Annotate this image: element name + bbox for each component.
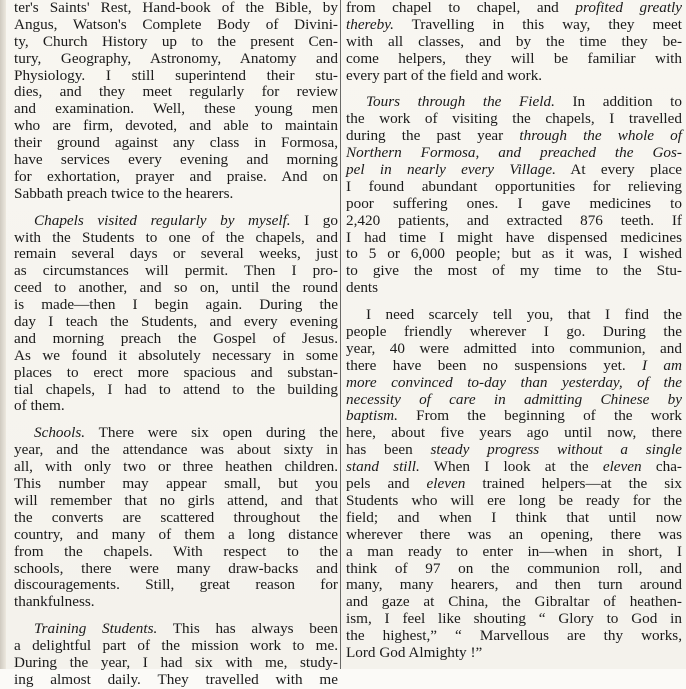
line-text: all, with only two or three heathen children. bbox=[14, 458, 338, 476]
line-text: has been bbox=[346, 441, 431, 459]
line-text: people friendly wherever I go. During the bbox=[346, 323, 682, 341]
text-line bbox=[346, 628, 682, 645]
text-line bbox=[14, 246, 338, 263]
line-text: Travelling in this way, they meet bbox=[393, 15, 682, 33]
line-text: their ground against any class in Formosa, bbox=[14, 134, 338, 152]
text-line bbox=[14, 34, 338, 51]
line-text: Physiology. I still superintend their stu- bbox=[14, 66, 338, 84]
text-line bbox=[14, 672, 338, 689]
text-line bbox=[346, 196, 682, 213]
text-line bbox=[14, 186, 338, 203]
text-line bbox=[346, 392, 682, 409]
line-text: many, many hearers, and then turn around bbox=[346, 576, 682, 594]
line-text: a delightful part of the mission work to me. bbox=[14, 637, 338, 655]
text-line bbox=[14, 638, 338, 655]
italic-text: profited greatly bbox=[575, 0, 683, 16]
text-line bbox=[346, 358, 682, 375]
line-text: discouragements. Still, great reason for bbox=[14, 576, 338, 594]
line-text: During the year, I had six with me, study- bbox=[14, 653, 338, 671]
text-line bbox=[14, 365, 338, 382]
text-line bbox=[14, 331, 338, 348]
line-text: the converts are scattered throughout the bbox=[14, 508, 338, 526]
line-text: ter's Saints' Rest, Hand-book of the Bible, by bbox=[14, 0, 338, 16]
line-text: Lord God Almighty !” bbox=[346, 643, 483, 661]
line-text: the highest,” “ Marvellous are thy works, bbox=[346, 627, 682, 645]
text-line bbox=[346, 162, 682, 179]
italic-text: thereby. bbox=[346, 15, 394, 33]
text-line bbox=[346, 408, 682, 425]
text-line bbox=[14, 118, 338, 135]
text-line bbox=[346, 476, 682, 493]
text-line bbox=[14, 621, 338, 638]
line-text: tial chapels, I had to attend to the building bbox=[14, 380, 338, 398]
line-text: This number may appear small, but you bbox=[14, 475, 338, 493]
text-line bbox=[346, 307, 682, 324]
text-line bbox=[346, 68, 682, 85]
line-text: and morning preach the Gospel of Jesus. bbox=[14, 329, 338, 347]
text-line bbox=[346, 324, 682, 341]
text-line bbox=[14, 314, 338, 331]
text-line bbox=[14, 280, 338, 297]
italic-text: Training Students. bbox=[34, 620, 158, 638]
line-text: Students who will ere long be ready for the bbox=[346, 491, 682, 509]
line-text: is made—then I begin again. During the bbox=[14, 296, 338, 314]
text-line bbox=[14, 84, 338, 101]
text-line bbox=[14, 382, 338, 399]
text-line bbox=[346, 0, 682, 17]
line-text: At every place bbox=[555, 161, 682, 179]
text-line bbox=[14, 17, 338, 34]
line-text: year, 40 were admitted into communion, and bbox=[346, 339, 682, 357]
line-text: ism, I feel like shouting “ Glory to God in bbox=[346, 610, 682, 628]
line-text: cha- bbox=[641, 458, 682, 476]
line-text: trained helpers—at the six bbox=[465, 475, 682, 493]
text-line bbox=[14, 68, 338, 85]
line-text: of them. bbox=[14, 397, 65, 415]
line-text: during the past year bbox=[346, 127, 520, 145]
italic-text: stand still. bbox=[346, 458, 420, 476]
text-line bbox=[346, 280, 682, 297]
line-text: will remember that no girls attend, and that bbox=[14, 491, 338, 509]
line-text: and gaze at China, the Gibraltar of heathen- bbox=[346, 593, 682, 611]
text-line bbox=[14, 442, 338, 459]
text-line bbox=[346, 34, 682, 51]
line-text: I go bbox=[290, 211, 338, 229]
text-line bbox=[346, 645, 682, 662]
italic-text: Tours through the Field. bbox=[366, 93, 555, 111]
line-text: schools, there were many draw-backs and bbox=[14, 559, 338, 577]
italic-text: baptism. bbox=[346, 407, 398, 425]
line-text: the work of visiting the chapels, I travelled bbox=[346, 110, 682, 128]
text-line bbox=[346, 51, 682, 68]
italic-text: through the whole of bbox=[519, 127, 682, 145]
text-line bbox=[14, 594, 338, 611]
line-text: 2,420 patients, and extracted 876 teeth. If bbox=[346, 211, 682, 229]
column-divider bbox=[340, 0, 341, 669]
text-line bbox=[346, 375, 682, 392]
text-line bbox=[346, 179, 682, 196]
text-line bbox=[346, 561, 682, 578]
text-line bbox=[14, 51, 338, 68]
italic-text: pel in nearly every Village. bbox=[346, 161, 556, 179]
right-column bbox=[346, 0, 682, 662]
line-text: every part of the field and work. bbox=[346, 66, 543, 84]
line-text: and examination. Well, these young men bbox=[14, 100, 338, 118]
italic-text: Schools. bbox=[34, 424, 86, 442]
line-text: thankfulness. bbox=[14, 593, 95, 611]
line-text: I need scarcely tell you, that I find the bbox=[366, 306, 682, 324]
italic-text: necessity of care in admitting Chinese by bbox=[346, 390, 682, 408]
text-line bbox=[14, 0, 338, 17]
text-line bbox=[346, 527, 682, 544]
text-line bbox=[14, 493, 338, 510]
text-line bbox=[346, 230, 682, 247]
line-text: day I teach the Students, and every evening bbox=[14, 313, 338, 331]
line-text: as circumstances will permit. Then I pro- bbox=[14, 262, 338, 280]
line-text: from chapel to chapel, and bbox=[346, 0, 576, 16]
text-line bbox=[14, 459, 338, 476]
text-line bbox=[346, 263, 682, 280]
text-line bbox=[346, 594, 682, 611]
line-text: to 5 or 6,000 people; but as it was, I wished bbox=[346, 245, 682, 263]
line-text: for exhortation, prayer and praise. And on bbox=[14, 167, 338, 185]
line-text: When I look at the bbox=[419, 458, 603, 476]
line-text: I had time I might have dispensed medicines bbox=[346, 228, 682, 246]
line-text: to give the most of my time to the Stu- bbox=[346, 262, 682, 280]
text-line bbox=[14, 425, 338, 442]
line-text: There were six open during the bbox=[85, 424, 338, 442]
line-text: pels and bbox=[346, 475, 427, 493]
text-line bbox=[14, 135, 338, 152]
line-text: there have been no suspensions yet. bbox=[346, 356, 642, 374]
line-text: come helpers, they will be familiar with bbox=[346, 49, 682, 67]
line-text: country, and many of them a long distance bbox=[14, 525, 338, 543]
line-text: I found abundant opportunities for relieving bbox=[346, 177, 682, 195]
text-line bbox=[14, 398, 338, 415]
text-line bbox=[346, 17, 682, 34]
text-line bbox=[14, 213, 338, 230]
italic-text: Chapels visited regularly by myself. bbox=[34, 211, 291, 229]
line-text: wherever there was an opening, there was bbox=[346, 525, 682, 543]
line-text: here, about five years ago until now, there bbox=[346, 424, 682, 442]
italic-text: eleven bbox=[602, 458, 642, 476]
text-line bbox=[346, 213, 682, 230]
text-line bbox=[346, 493, 682, 510]
line-text: From the beginning of the work bbox=[397, 407, 682, 425]
text-line bbox=[14, 476, 338, 493]
line-text: with all classes, and by the time they be- bbox=[346, 32, 682, 50]
line-text: a man ready to enter in—when in short, I bbox=[346, 542, 682, 560]
line-text: As we found it absolutely necessary in some bbox=[14, 346, 338, 364]
italic-text: more convinced to-day than yesterday, of the bbox=[346, 373, 682, 391]
text-line bbox=[346, 111, 682, 128]
line-text: places to erect more spacious and substan- bbox=[14, 363, 338, 381]
italic-text: steady progress without a single bbox=[430, 441, 682, 459]
text-line bbox=[14, 561, 338, 578]
text-line bbox=[346, 510, 682, 527]
italic-text: I am bbox=[642, 356, 682, 374]
text-line bbox=[346, 341, 682, 358]
text-line bbox=[14, 577, 338, 594]
text-line bbox=[346, 442, 682, 459]
line-text: who are firm, devoted, and able to maintain bbox=[14, 117, 338, 135]
text-line bbox=[14, 348, 338, 365]
line-text: think of 97 on the communion roll, and bbox=[346, 559, 682, 577]
line-text: ty, Church History up to the present Cen- bbox=[14, 32, 338, 50]
line-text: tury, Geography, Astronomy, Anatomy and bbox=[14, 49, 338, 67]
text-line bbox=[14, 263, 338, 280]
line-text: field; and when I think that until now bbox=[346, 508, 682, 526]
line-text: dies, and they meet regularly for review bbox=[14, 83, 338, 101]
line-text: year, and the attendance was about sixty in bbox=[14, 441, 338, 459]
line-text: poor suffering ones. I gave medicines to bbox=[346, 194, 682, 212]
text-line bbox=[14, 544, 338, 561]
line-text: have services every evening and morning bbox=[14, 151, 338, 169]
line-text: from the chapels. With respect to the bbox=[14, 542, 338, 560]
text-line bbox=[14, 101, 338, 118]
text-line bbox=[14, 655, 338, 672]
left-column bbox=[14, 0, 338, 689]
text-line bbox=[14, 527, 338, 544]
line-text: This has always been bbox=[157, 620, 338, 638]
text-line bbox=[346, 425, 682, 442]
text-line bbox=[346, 128, 682, 145]
line-text: dents bbox=[346, 279, 379, 297]
text-line bbox=[14, 152, 338, 169]
line-text: with the Students to one of the chapels, and bbox=[14, 228, 338, 246]
italic-text: eleven bbox=[426, 475, 466, 493]
line-text: remain several days or several weeks, just bbox=[14, 245, 338, 263]
text-line bbox=[346, 577, 682, 594]
italic-text: Northern Formosa, and preached the Gos- bbox=[346, 144, 682, 162]
text-line bbox=[14, 510, 338, 527]
line-text: In addition to bbox=[554, 93, 682, 111]
line-text: Angus, Watson's Complete Body of Divini- bbox=[14, 15, 338, 33]
text-line bbox=[14, 230, 338, 247]
text-line bbox=[14, 169, 338, 186]
text-line bbox=[346, 611, 682, 628]
line-text: ing almost daily. They travelled with me bbox=[14, 670, 338, 688]
page-edge bbox=[0, 0, 6, 669]
line-text: ceed to another, and so on, until the round bbox=[14, 279, 338, 297]
text-line bbox=[346, 94, 682, 111]
text-line bbox=[346, 246, 682, 263]
line-text: Sabbath preach twice to the hearers. bbox=[14, 184, 234, 202]
text-line bbox=[346, 145, 682, 162]
text-line bbox=[346, 459, 682, 476]
text-line bbox=[14, 297, 338, 314]
text-line bbox=[346, 544, 682, 561]
